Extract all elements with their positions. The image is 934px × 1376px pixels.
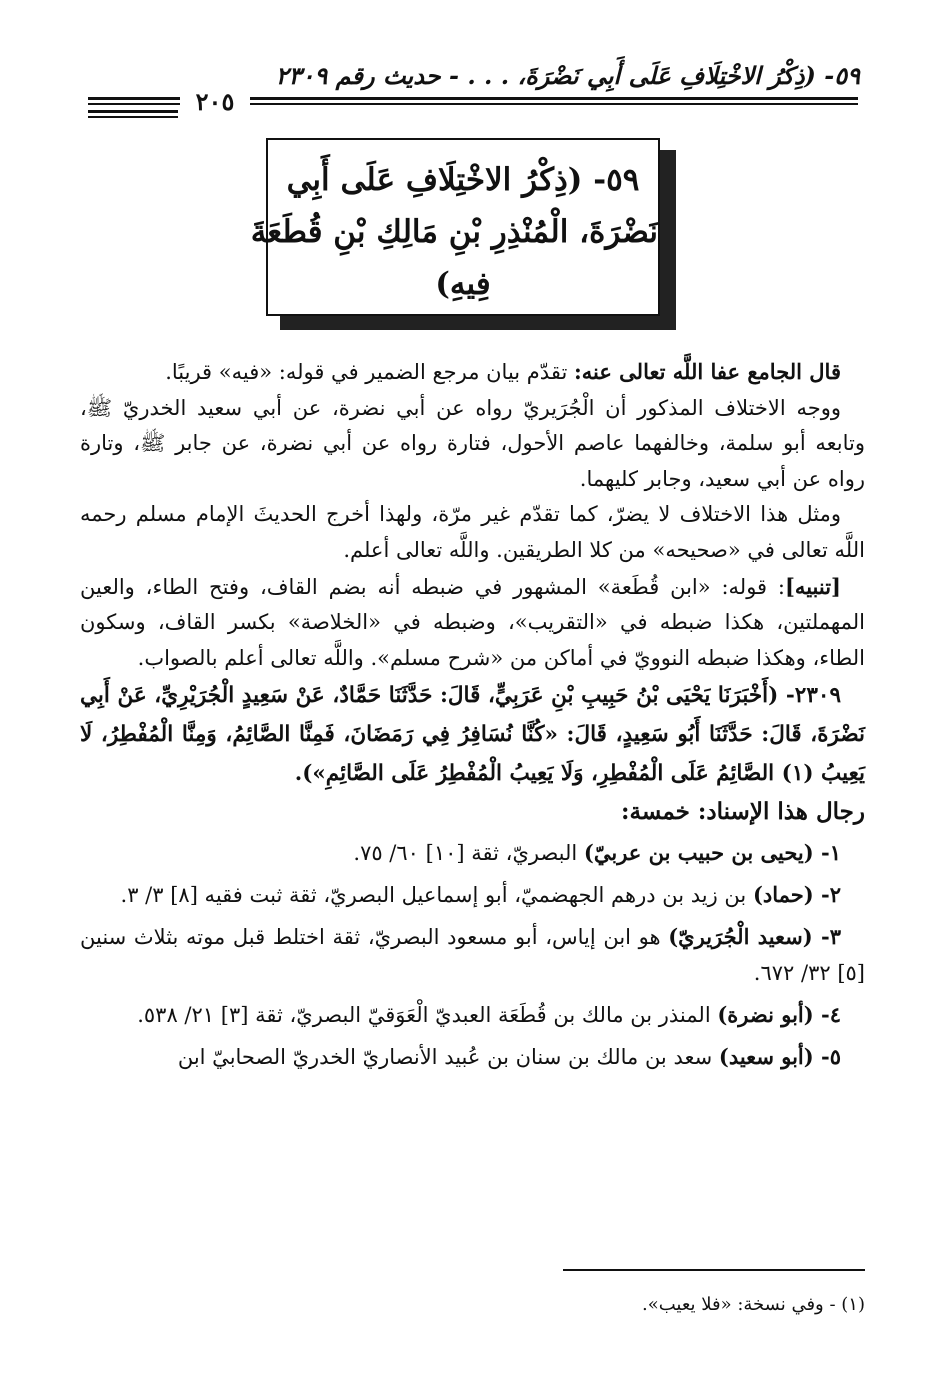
page-number: ٢٠٥ [180,82,250,122]
note-label: [تنبيه] [785,573,841,599]
paragraph-intro [80,354,865,391]
paragraph-note [80,569,865,677]
narrator-details: بن زيد بن درهم الجهضميّ، أبو إسماعيل البصريّ، ثقة ثبت فقيه [٨] ٣/ ٣. [120,883,753,908]
narrator-details: البصريّ، ثقة [١٠] ٦٠/ ٧٥. [353,841,584,866]
page-number-rule-upper [88,110,178,113]
chapter-title-line-2: نَضْرَةَ، الْمُنْذِرِ بْنِ مَالِكِ بْنِ قُطَعَةَ [250,214,658,250]
narrator-item [80,877,865,913]
hadith-text: ٢٣٠٩- (أَخْبَرَنَا يَحْيَى بْنُ حَبِيبِ بْنِ عَرَبِيٍّ، قَالَ: حَدَّثَنَا حَمَّادٌ، عَنْ سَعِيدٍ الْجُرَيْرِيِّ، عَنْ أَبِي نَضْرَةَ، قَالَ: حَدَّثَنَا أَبُو سَعِيدٍ، قَالَ: «كُنَّا نُسَافِرُ فِي رَمَضَانَ، فَمِنَّا الصَّائِمُ، وَمِنَّا الْمُفْطِرُ، لَا يَعِيبُ (١) الصَّائِمُ عَلَى الْمُفْطِرِ، وَلَا يَعِيبُ الْمُفْطِرُ عَلَى الصَّائِمِ»). [80,683,865,787]
note-text: : قوله: «ابن قُطَعة» المشهور في ضبطه أنه بضم القاف، وفتح الطاء، والعين المهملتين، هكذا ضبطه في «التقريب»، وضبطه في «الخلاصة» بكسر القاف، وسكون الطاء، وهكذا ضبطه النوويّ في أماكن من «شرح مسلم». واللَّه تعالى أعلم بالصواب. [80,574,865,670]
running-header-title: ٥٩- (ذِكْرُ الاخْتِلَافِ عَلَى أَبِي نَضْرَةَ، . . . - حديث رقم ٢٣٠٩ [275,61,860,90]
narrator-item [80,997,865,1033]
narrator-details: هو ابن إياس، أبو مسعود البصريّ، ثقة اختلط قبل موته بثلاث سنين [٥] ٣٢/ ٦٧٢. [80,925,865,986]
narrator-name: ٥- (أبو سعيد) [718,1044,841,1070]
author-remark-lead: قال الجامع عفا اللَّه تعالى عنه: [573,359,841,384]
rijal-heading: رجال هذا الإسناد: خمسة: [621,798,865,826]
footnote: (١) - وفي نسخة: «فلا يعيب». [641,1294,865,1315]
paragraph-no-harm: ومثل هذا الاختلاف لا يضرّ، كما تقدّم غير مرّة، ولهذا أخرج الحديثَ الإمام مسلم رحمه اللَّه تعالى في «صحيحه» من كلا الطريقين. واللَّه تعالى أعلم. [80,502,865,562]
narrator-item [80,919,865,991]
narrator-name: ١- (يحيى بن حبيب بن عربيّ) [583,840,841,866]
paragraph-intro-text: تقدّم بيان مرجع الضمير في قوله: «فيه» قريبًا. [165,360,574,384]
paragraph-discrepancy: ووجه الاختلاف المذكور أن الْجُرَيريّ رواه عن أبي نضرة، عن أبي سعيد الخدريّ ﷺ، وتابعه أبو سلمة، وخالفهما عاصم الأحول، فتارة رواه عن أبي نضرة، عن جابر ﷺ، وتارة رواه عن أبي سعيد، وجابر كليهما. [80,395,865,491]
chapter-title-line-1: ٥٩- (ذِكْرُ الاخْتِلَافِ عَلَى أَبِي [286,162,640,198]
narrator-name: ٣- (سعيد الْجُرَيريّ) [668,924,841,950]
chapter-title-box [250,138,660,316]
narrators-list [80,835,865,1075]
main-text [80,354,865,1081]
narrator-item [80,1039,865,1075]
chapter-title-line-3: فِيهِ) [435,266,491,302]
footnote-rule [563,1269,865,1271]
narrator-name: ٤- (أبو نضرة) [717,1002,841,1028]
narrator-details: سعد بن مالك بن سنان بن عُبيد الأنصاريّ الخدريّ الصحابيّ ابن [177,1045,719,1070]
narrator-name: ٢- (حماد) [752,882,841,908]
narrator-item [80,835,865,871]
narrator-details: المنذر بن مالك بن قُطَعَة العبديّ الْعَوَقيّ البصريّ، ثقة [٣] ٢١/ ٥٣٨. [137,1003,718,1028]
page-number-rule-lower [88,116,178,118]
